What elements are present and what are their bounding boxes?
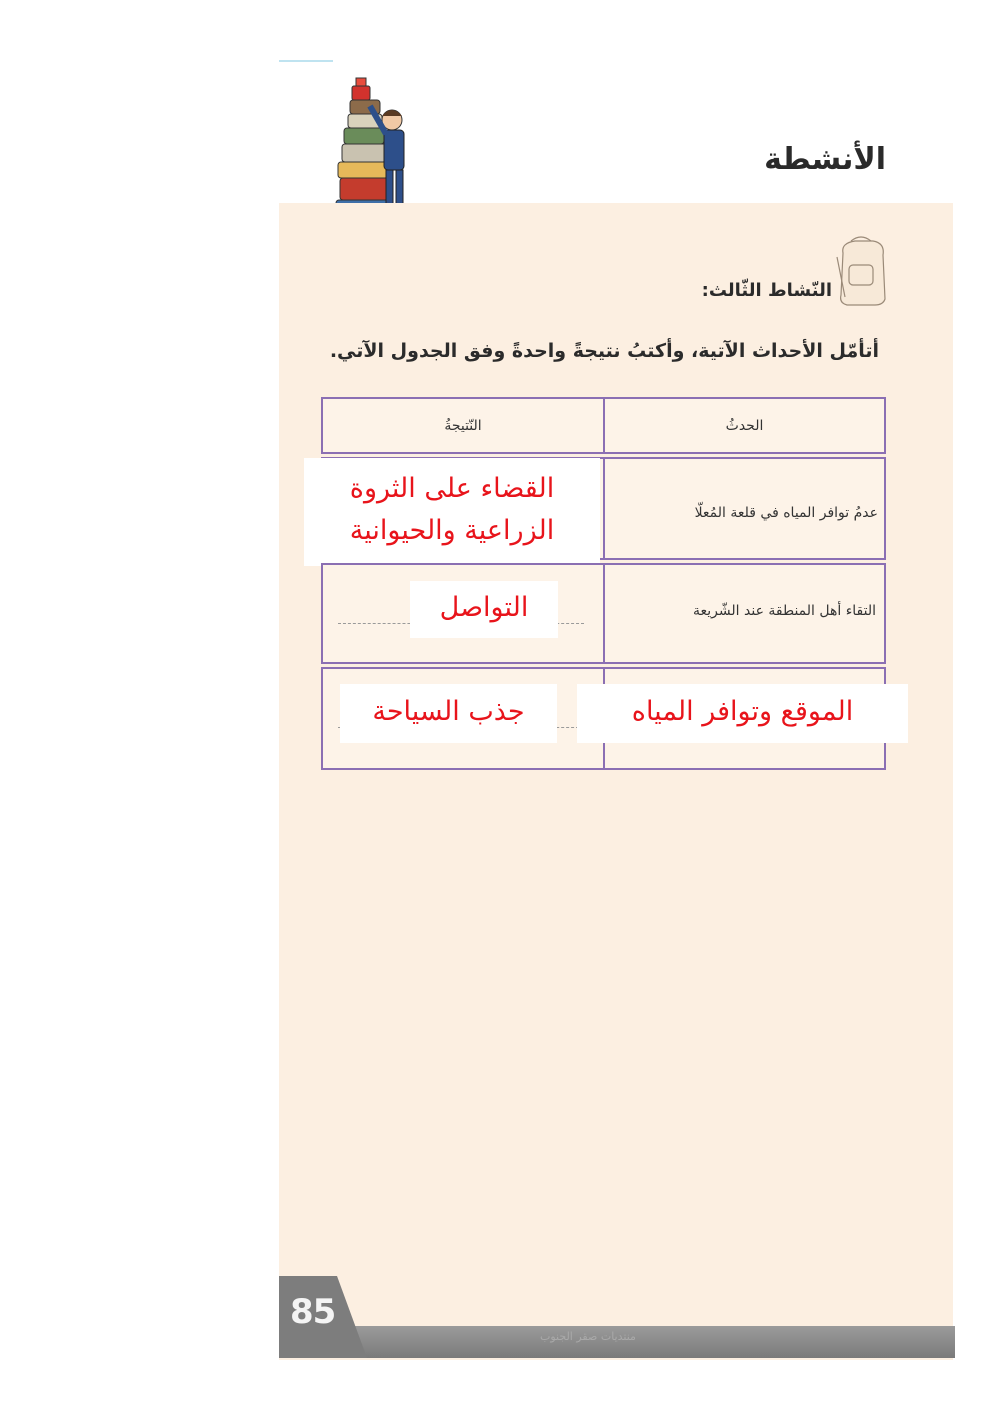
activity-instruction: أتأمّل الأحداث الآتية، وأكتبُ نتيجةً واحدةً وفق الجدول الآتي.	[329, 340, 879, 362]
page-number: 85	[290, 1292, 336, 1332]
school-bag-icon	[833, 235, 891, 307]
table-row-2-event: التقاء أهل المنطقة عند الشّريعة	[693, 603, 876, 619]
watermark: منتديات صقر الجنوب	[540, 1330, 636, 1343]
page-heading: الأنشطة	[764, 142, 886, 177]
activity-panel	[279, 203, 953, 1360]
table-row-3-answer[interactable]: جذب السياحة	[340, 684, 557, 743]
table-row-2-answer[interactable]: التواصل	[410, 581, 558, 638]
top-divider-line	[279, 60, 333, 62]
result-header-cell	[321, 397, 605, 454]
result-header-label: النّتيجةُ	[444, 417, 482, 434]
activity-title: النّشاط الثّالث:	[701, 280, 832, 301]
table-row-1-event: عدمُ توافر المياه في قلعة المُعلّا	[694, 505, 878, 521]
table-row-1-answer[interactable]: القضاء على الثروة الزراعية والحيوانية	[304, 458, 600, 566]
event-header-label: الحدثُ	[725, 417, 764, 434]
event-header-cell	[603, 397, 886, 454]
table-row-3-event-answer[interactable]: الموقع وتوافر المياه	[577, 684, 908, 743]
